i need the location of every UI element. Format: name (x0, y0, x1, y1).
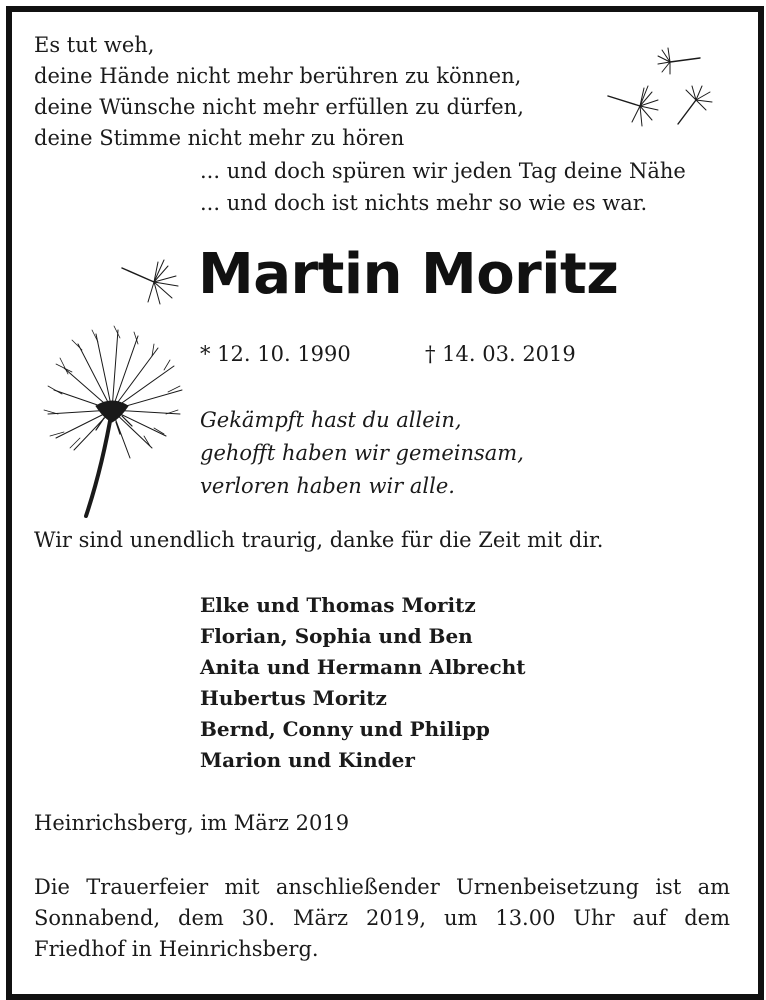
intro-tail (200, 155, 686, 219)
quote-line: verloren haben wir alle. (200, 474, 455, 498)
thanks-line: Wir sind unendlich traurig, danke für die Zeit mit dir. (34, 528, 604, 552)
mourner: Bernd, Conny und Philipp (200, 717, 490, 741)
quote-line: Gekämpft hast du allein, (200, 408, 462, 432)
deceased-name: Martin Moritz (198, 242, 619, 307)
quote-line: gehofft haben wir gemeinsam, (200, 441, 524, 465)
dandelion-seed-icon (118, 258, 184, 308)
intro-line: deine Hände nicht mehr berühren zu können, (34, 64, 522, 88)
intro-line: Es tut weh, (34, 33, 155, 57)
dandelion-icon (34, 318, 194, 518)
life-dates (200, 342, 576, 366)
intro-tail-line: ... und doch spüren wir jeden Tag deine Nähe (200, 159, 686, 183)
mourners-list (200, 590, 526, 776)
place-date: Heinrichsberg, im März 2019 (34, 811, 350, 835)
mourner: Florian, Sophia und Ben (200, 624, 473, 648)
mourner: Marion und Kinder (200, 748, 415, 772)
intro-line: deine Wünsche nicht mehr erfüllen zu dürfen, (34, 95, 524, 119)
intro-poem (34, 30, 524, 154)
birth-date: * 12. 10. 1990 (200, 342, 351, 366)
intro-tail-line: ... und doch ist nichts mehr so wie es war. (200, 191, 648, 215)
mourner: Elke und Thomas Moritz (200, 593, 476, 617)
dandelion-seed-icon (596, 44, 726, 134)
memorial-quote (200, 404, 524, 503)
intro-line: deine Stimme nicht mehr zu hören (34, 126, 405, 150)
funeral-line: Sonnabend, dem 30. März 2019, um 13.00 Uhr auf dem (34, 906, 730, 930)
funeral-line: Die Trauerfeier mit anschließender Urnenbeisetzung ist am (34, 875, 730, 899)
funeral-line: Friedhof in Heinrichsberg. (34, 937, 319, 961)
mourner: Hubertus Moritz (200, 686, 387, 710)
death-date: † 14. 03. 2019 (425, 342, 576, 366)
mourner: Anita und Hermann Albrecht (200, 655, 526, 679)
funeral-info (34, 872, 730, 965)
